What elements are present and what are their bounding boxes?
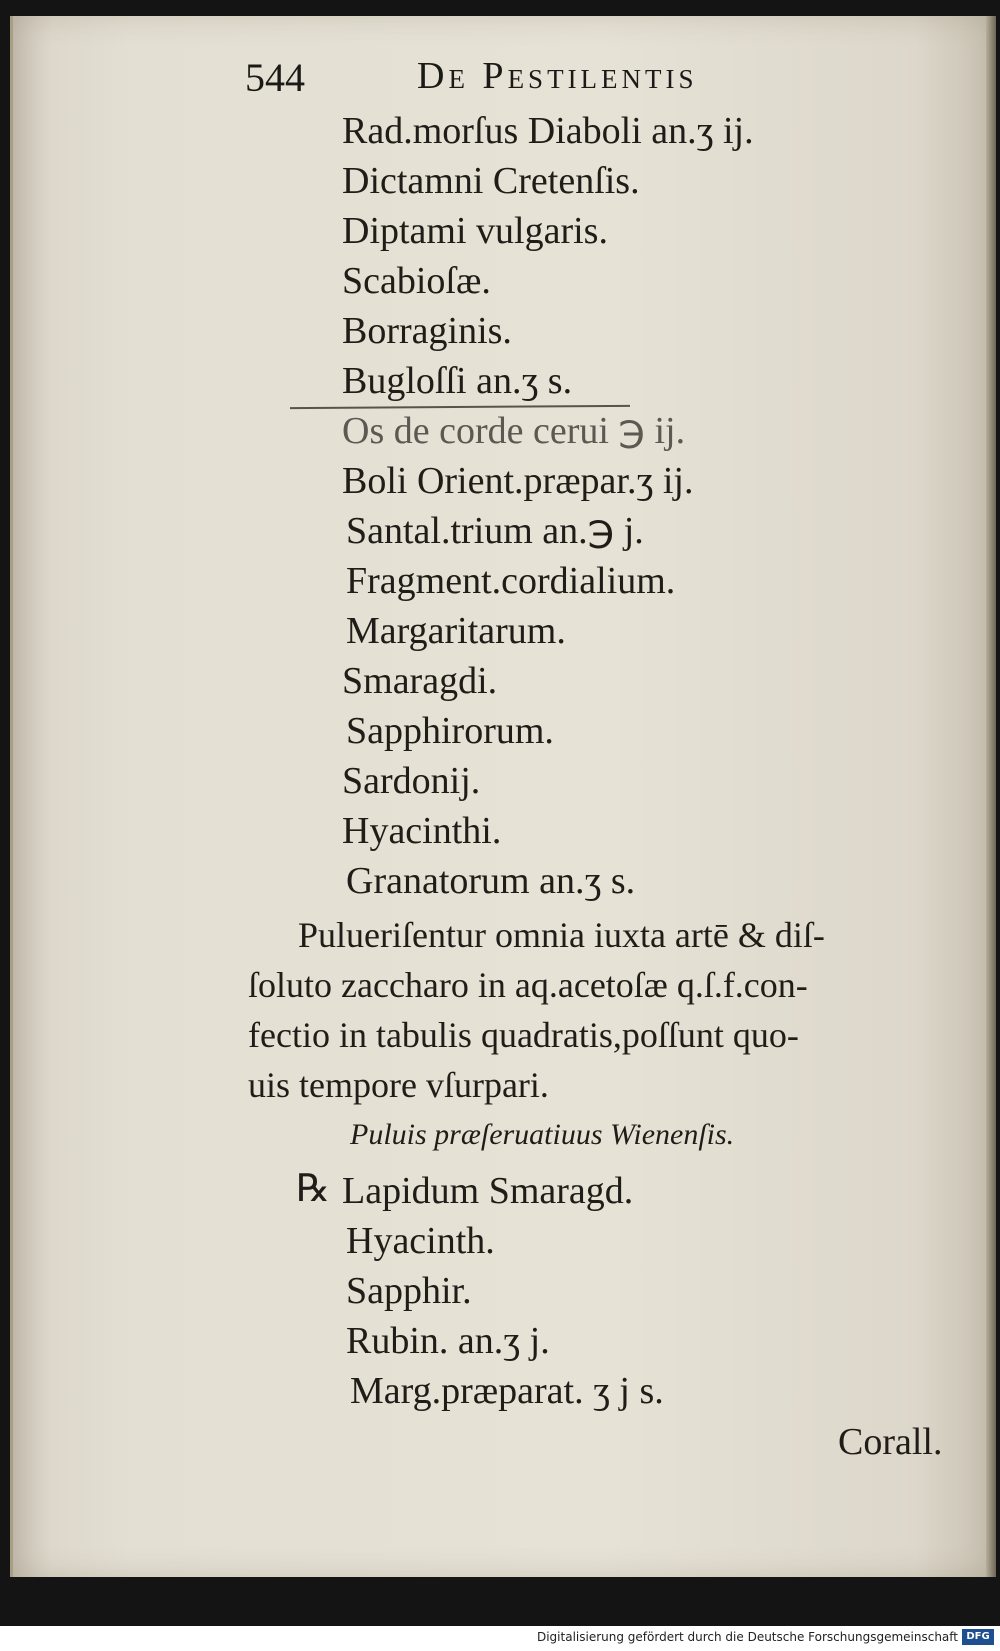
recipe-line: Santal.trium an.℈ j.	[346, 510, 644, 552]
recipe-line: Sapphirorum.	[346, 710, 554, 752]
recipe-line: Rad.morſus Diaboli an.ʒ ij.	[342, 110, 754, 152]
recipe-line: Marg.præparat. ʒ j s.	[350, 1370, 664, 1412]
recipe-line: Granatorum an.ʒ s.	[346, 860, 636, 902]
page-number: 544	[245, 55, 305, 100]
recipe-symbol-icon: ℞	[296, 1166, 331, 1210]
recipe-line: Sapphir.	[346, 1270, 472, 1312]
recipe-line: Lapidum Smaragd.	[342, 1170, 634, 1212]
recipe-line: Borraginis.	[342, 310, 512, 352]
recipe-line: Fragment.cordialium.	[346, 560, 676, 602]
page-edge	[986, 16, 996, 1577]
recipe-line: Bugloſſi an.ʒ s.	[342, 360, 573, 402]
footer-credit: Digitalisierung gefördert durch die Deutsche Forschungsgemeinschaft	[536, 1630, 958, 1644]
paragraph-line: uis tempore vſurpari.	[248, 1065, 549, 1105]
recipe-line: Sardonij.	[342, 760, 481, 802]
page-header	[245, 48, 865, 100]
running-title: De Pestilentis	[417, 55, 698, 97]
recipe-line: Hyacinthi.	[342, 810, 502, 852]
recipe-line: Boli Orient.præpar.ʒ ij.	[342, 460, 694, 502]
paragraph-line: ſoluto zaccharo in aq.acetoſæ q.ſ.f.con-	[248, 965, 808, 1005]
recipe-line: Smaragdi.	[342, 660, 498, 702]
recipe-line: Os de corde cerui ℈ ij.	[342, 410, 686, 452]
dfg-logo-icon: DFG	[962, 1629, 994, 1645]
catchword: Corall.	[838, 1421, 943, 1463]
recipe-line: Rubin. an.ʒ j.	[346, 1320, 550, 1362]
paragraph-line: Pulueriſentur omnia iuxta artē & diſ-	[298, 915, 825, 955]
recipe-line: Dictamni Cretenſis.	[342, 160, 640, 202]
recipe-heading: Puluis præſeruatiuus Wienenſis.	[350, 1118, 735, 1151]
paragraph-line: fectio in tabulis quadratis,poſſunt quo-	[248, 1015, 799, 1055]
recipe-line: Hyacinth.	[346, 1220, 495, 1262]
recipe-line: Margaritarum.	[346, 610, 566, 652]
recipe-line: Diptami vulgaris.	[342, 210, 608, 252]
recipe-line: Scabioſæ.	[342, 260, 491, 302]
